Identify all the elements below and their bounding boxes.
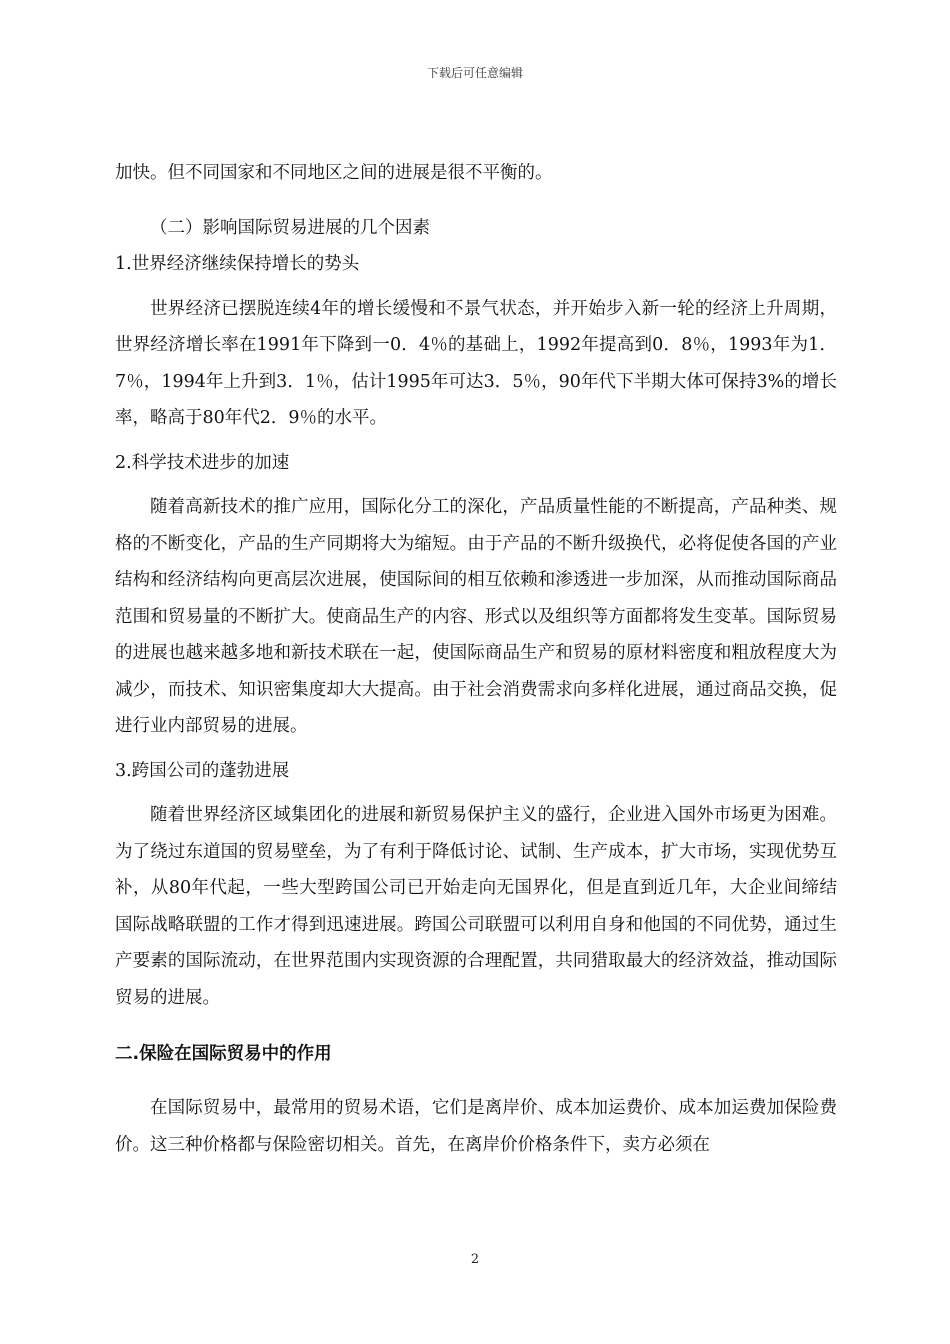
page-number: 2 [470,1252,480,1267]
section-2-body: 在国际贸易中，最常用的贸易术语，它们是离岸价、成本加运费价、成本加运费加保险费价。这三种价格都与保险密切相关。首先，在离岸价价格条件下，卖方必须在 [115,1098,837,1155]
item-1-title: 1.世界经济继续保持增长的势头 [115,254,360,274]
item-3-body: 随着世界经济区域集团化的进展和新贸易保护主义的盛行，企业进入国外市场更为困难。为了绕过东道国的贸易壁垒，为了有利于降低讨论、试制、生产成本，扩大市场，实现优势互补，从80年代起，一些大型跨国公司已开始走向无国界化，但是直到近几年，大企业间缔结国际战略联盟的工作才得到迅速进展。跨国公司联盟可以利用自身和他国的不同优势，通过生产要素的国际流动，在世界范围内实现资源的合理配置，共同猎取最大的经济效益，推动国际贸易的进展。 [115,805,837,1008]
item-2-body: 随着高新技术的推广应用，国际化分工的深化，产品质量性能的不断提高，产品种类、规格的不断变化，产品的生产同期将大为缩短。由于产品的不断升级换代，必将促使各国的产业结构和经济结构向更高层次进展，使国际间的相互依赖和渗透进一步加深，从而推动国际商品范围和贸易量的不断扩大。使商品生产的内容、形式以及组织等方面都将发生变革。国际贸易的进展也越来越多地和新技术联在一起，使国际商品生产和贸易的原材料密度和粗放程度大为减少，而技术、知识密集度却大大提高。由于社会消费需求向多样化进展，通过商品交换，促进行业内部贸易的进展。 [115,497,837,736]
page-header: 下载后可任意编辑 [426,66,523,80]
paragraph-continuation: 加快。但不同国家和不同地区之间的进展是很不平衡的。 [115,163,553,183]
sub-heading: （二）影响国际贸易进展的几个因素 [150,217,430,238]
section-2-heading: 二.保险在国际贸易中的作用 [115,1044,332,1064]
item-2-title: 2.科学技术进步的加速 [115,452,290,473]
item-3-title: 3.跨国公司的蓬勃进展 [115,760,290,781]
item-1-body: 世界经济已摆脱连续4年的增长缓慢和不景气状态，并开始步入新一轮的经济上升周期，世界经济增长率在1991年下降到一0．4％的基础上，1992年提高到0．8％，1993年为1．7％，1994年上升到3．1％，估计1995年可达3．5％，90年代下半期大体可保持3%的增长率，略高于80年代2．9％的水平。 [115,298,837,428]
document-body [115,155,837,1163]
